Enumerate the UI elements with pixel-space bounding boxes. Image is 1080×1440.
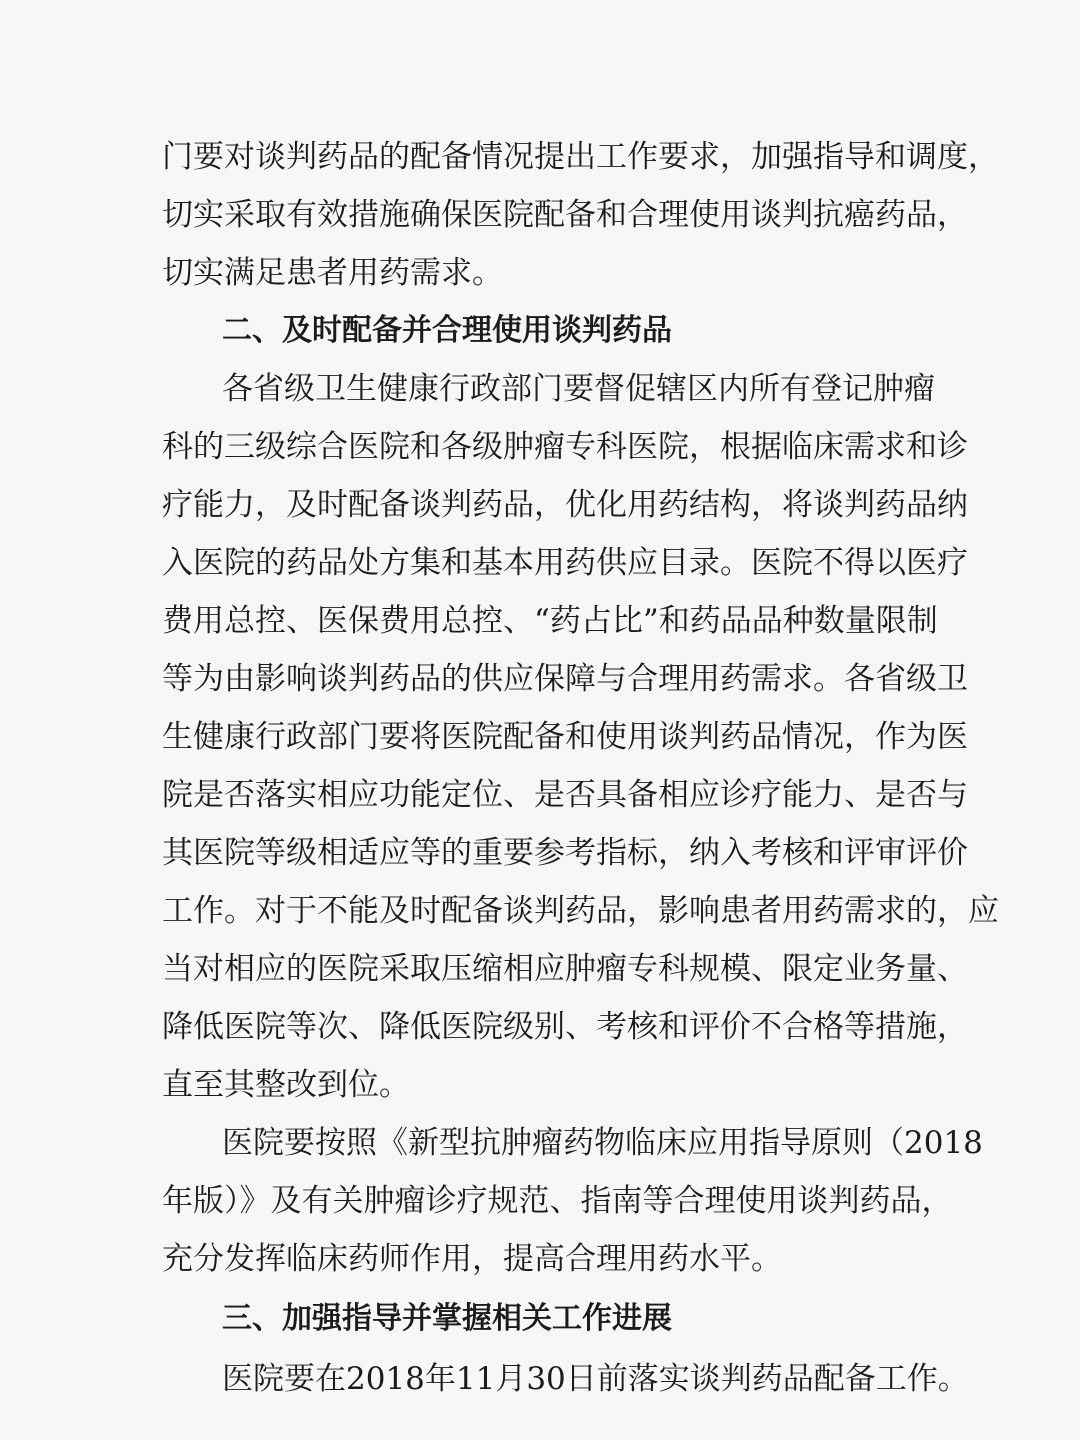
- text-line: 年版）》及有关肿瘤诊疗规范、指南等合理使用谈判药品，: [162, 1183, 953, 1219]
- text-line: 切实采取有效措施确保医院配备和合理使用谈判抗癌药品，: [162, 197, 968, 233]
- section-heading: 三、加强指导并掌握相关工作进展: [222, 1301, 672, 1336]
- text-line: 科的三级综合医院和各级肿瘤专科医院，根据临床需求和诊: [162, 429, 968, 465]
- text-line: 各省级卫生健康行政部门要督促辖区内所有登记肿瘤: [222, 371, 935, 407]
- section-heading: 二、及时配备并合理使用谈判药品: [222, 313, 672, 348]
- text-line: 费用总控、医保费用总控、“药占比”和药品品种数量限制: [162, 603, 938, 639]
- text-line: 院是否落实相应功能定位、是否具备相应诊疗能力、是否与: [162, 777, 968, 813]
- text-line: 生健康行政部门要将医院配备和使用谈判药品情况，作为医: [162, 719, 968, 755]
- text-line: 切实满足患者用药需求。: [162, 255, 503, 291]
- text-line: 直至其整改到位。: [162, 1067, 410, 1103]
- text-line: 医院要按照《新型抗肿瘤药物临床应用指导原则（2018: [222, 1125, 983, 1161]
- text-line: 其医院等级相适应等的重要参考指标，纳入考核和评审评价: [162, 835, 968, 871]
- text-line: 等为由影响谈判药品的供应保障与合理用药需求。各省级卫: [162, 661, 968, 697]
- text-line: 疗能力，及时配备谈判药品，优化用药结构，将谈判药品纳: [162, 487, 968, 523]
- text-line: 医院要在2018年11月30日前落实谈判药品配备工作。: [222, 1361, 969, 1397]
- text-line: 当对相应的医院采取压缩相应肿瘤专科规模、限定业务量、: [162, 951, 968, 987]
- text-line: 充分发挥临床药师作用，提高合理用药水平。: [162, 1241, 782, 1277]
- text-line: 工作。对于不能及时配备谈判药品，影响患者用药需求的，应: [162, 893, 999, 929]
- text-line: 降低医院等次、降低医院级别、考核和评价不合格等措施，: [162, 1009, 968, 1045]
- text-line: 入医院的药品处方集和基本用药供应目录。医院不得以医疗: [162, 545, 968, 581]
- text-line: 门要对谈判药品的配备情况提出工作要求，加强指导和调度，: [162, 139, 999, 175]
